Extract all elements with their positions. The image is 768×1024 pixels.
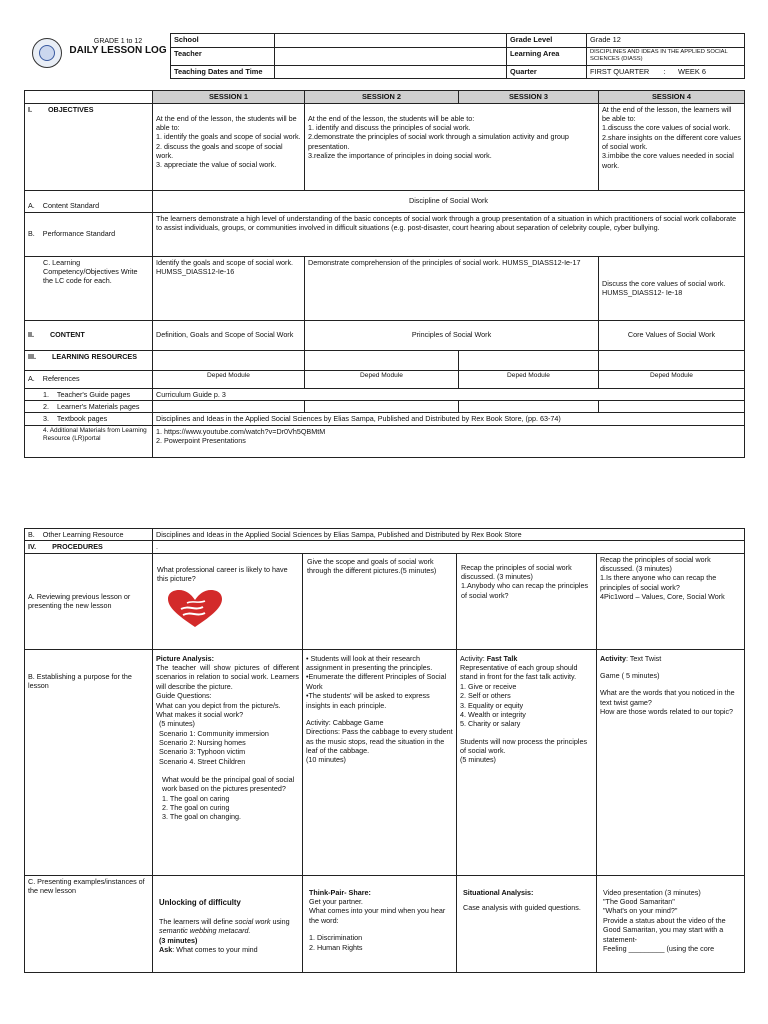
teacher-label: Teacher: [171, 48, 275, 66]
semantic-webbing-term: semantic webbing metacard.: [159, 926, 251, 936]
objectives-s2-line: At the end of the lesson, the students will be able to:: [308, 113, 475, 123]
performance-standard-label: B. Performance Standard: [25, 212, 153, 256]
school-label: School: [171, 34, 275, 48]
performance-standard-value: The learners demonstrate a high level of understanding of the basic concepts of social work through a group presentation of a situation in which practitioners of social work collaborate to assist individuals, groups, or communities involved in difficult situations (e.g. post-disaster, court hearing about separation of celebrity couple, cyber bullying.: [153, 212, 745, 256]
teachers-guide-value: Curriculum Guide p. 3: [153, 388, 745, 400]
powerpoint-item: 2. Powerpoint Presentations: [156, 436, 246, 446]
objectives-s2: [305, 103, 599, 190]
content-row: [25, 320, 745, 350]
purpose-s2: [303, 649, 457, 875]
text-twist-title: : Text Twist: [625, 653, 662, 663]
examples-s3-text: Case analysis with guided questions.: [463, 903, 581, 913]
content-s4: Core Values of Social Work: [599, 320, 745, 350]
examples-s4-line: Video presentation (3 minutes): [603, 887, 701, 897]
grade-range: GRADE 1 to 12: [93, 38, 143, 45]
session-4-header: SESSION 4: [599, 91, 745, 104]
purpose-s3: [457, 649, 597, 875]
procedures-label: IV. PROCEDURES: [25, 541, 153, 553]
fast-talk-heading: [460, 654, 593, 663]
content-s23: Principles of Social Work: [305, 320, 599, 350]
purpose-s2-line: Activity: Cabbage Game: [306, 717, 384, 727]
textbook-value: Disciplines and Ideas in the Applied Social Sciences by Elias Sampa, Published and Distributed by Rex Book Store, (pp. 63-74): [153, 413, 745, 425]
lesson-table-1: [24, 90, 745, 458]
examples-s1-text: [159, 917, 296, 936]
learners-materials-s1: [153, 400, 305, 412]
examples-s1: [153, 875, 303, 972]
purpose-s4-line: What are the words that you noticed in the text twist game?: [600, 688, 735, 707]
content-s1: Definition, Goals and Scope of Social Work: [153, 320, 305, 350]
learning-area-value: DISCIPLINES AND IDEAS IN THE APPLIED SOCIAL SCIENCES (DIASS): [587, 48, 745, 66]
purpose-s1b-line: 1. The goal on caring: [162, 793, 230, 803]
learning-resources-label: III. LEARNING RESOURCES: [25, 350, 153, 370]
purpose-s1-line: Scenario 4. Street Children: [159, 756, 246, 766]
review-s3-line: Recap the principles of social work discussed. (3 minutes): [461, 562, 572, 582]
unlocking-title: Unlocking of difficulty: [159, 897, 241, 907]
youtube-link[interactable]: 1. https://www.youtube.com/watch?v=Dr0Vh5QBMtM: [156, 426, 326, 436]
lr-s4: [599, 350, 745, 370]
objectives-s1: [153, 103, 305, 190]
competency-label: C. Learning Competency/Objectives Write the LC code for each.: [25, 256, 153, 320]
sessions-blank: [25, 91, 153, 104]
think-pair-share-title: Think-Pair- Share:: [309, 887, 371, 897]
examples-s4: [597, 875, 745, 972]
picture-analysis-title: Picture Analysis:: [156, 653, 215, 663]
log-title: [68, 38, 168, 56]
references-s1: Deped Module: [153, 370, 305, 388]
other-resource-row: [25, 529, 745, 541]
purpose-s1-line: What can you depict from the picture/s.: [156, 700, 281, 710]
purpose-s1b-line: What would be the principal goal of social work based on the pictures presented?: [162, 775, 295, 794]
competency-s1: Identify the goals and scope of social work. HUMSS_DIASS12-Ie-16: [153, 256, 305, 320]
purpose-s2-line: • Students will look at their research assignment in presenting the principles.: [306, 653, 433, 673]
objectives-s2-line: 1. identify and discuss the principles of social work.: [308, 122, 471, 132]
using-text: using: [270, 916, 290, 926]
references-row: [25, 370, 745, 388]
purpose-s1-line: (5 minutes): [159, 719, 195, 729]
purpose-s4: [597, 649, 745, 875]
objectives-s1-line: 3. appreciate the value of social work.: [156, 160, 277, 170]
purpose-s1-line: The teacher will show pictures of different scenarios in relation to social work. Learners will describe the picture.: [156, 663, 299, 691]
references-s3: Deped Module: [459, 370, 599, 388]
additional-materials-row: [25, 425, 745, 457]
quarter-value: FIRST QUARTER : WEEK 6: [587, 66, 745, 79]
social-work-term: social work: [234, 916, 271, 926]
purpose-s2-line: •Enumerate the different Principles of Social Work: [306, 672, 447, 691]
objectives-s1-line: 2. discuss the goals and scope of social work.: [156, 141, 283, 161]
performance-standard-row: [25, 212, 745, 256]
examples-s3: [457, 875, 597, 972]
content-label: II. CONTENT: [25, 320, 153, 350]
purpose-s4-spacer: [600, 680, 741, 688]
references-label: A. References: [25, 370, 153, 388]
purpose-s2-line: (10 minutes): [306, 755, 346, 765]
heart-hands-icon: [165, 589, 225, 629]
references-s2: Deped Module: [305, 370, 459, 388]
page-1: [0, 0, 768, 485]
teachers-guide-label: 1. Teacher's Guide pages: [25, 388, 153, 400]
lr-s3: [459, 350, 599, 370]
examples-s1-ask: [159, 945, 296, 954]
review-label: A. Reviewing previous lesson or presenting the new lesson: [25, 553, 153, 649]
competency-s4: Discuss the core values of social work. HUMSS_DIASS12- Ie-18: [599, 256, 745, 320]
dates-label: Teaching Dates and Time: [171, 66, 275, 79]
purpose-s3-line: 1. Give or receive: [460, 681, 517, 691]
purpose-s3-spacer: [460, 729, 593, 737]
purpose-s1: [153, 649, 303, 875]
activity-title: Activity: [600, 653, 626, 663]
fast-talk-title: Fast Talk: [486, 653, 518, 663]
learners-materials-label: 2. Learner's Materials pages: [25, 400, 153, 412]
purpose-s1-line: Scenario 1: Community immersion: [159, 728, 269, 738]
learners-materials-s2: [305, 400, 459, 412]
school-value[interactable]: [275, 34, 507, 48]
grade-level-label: Grade Level: [507, 34, 587, 48]
page-2: [0, 520, 768, 1024]
competency-row: [25, 256, 745, 320]
purpose-s4-line: How are those words related to our topic?: [600, 707, 734, 717]
review-row: [25, 553, 745, 649]
objectives-row: [25, 103, 745, 190]
examples-s4-line: "The Good Samaritan": [603, 897, 675, 907]
purpose-s1b-line: 2. The goal on curing: [162, 803, 230, 813]
define-text: The learners will define: [159, 916, 235, 926]
examples-row: [25, 875, 745, 972]
purpose-label: B. Establishing a purpose for the lesson: [25, 649, 153, 875]
purpose-s2-spacer: [306, 710, 453, 718]
content-standard-value: Discipline of Social Work: [153, 190, 745, 212]
examples-s4-line: Provide a status about the video of the Good Samaritan, you may start with a statement-: [603, 915, 726, 944]
document-title: DAILY LESSON LOG: [69, 45, 167, 56]
review-s3: [457, 553, 597, 649]
other-resource-value: Disciplines and Ideas in the Applied Social Sciences by Elias Sampa, Published and Distributed by Rex Book Store: [153, 529, 745, 541]
purpose-s3-line: 3. Equality or equity: [460, 700, 524, 710]
review-s4-line: 1.Is there anyone who can recap the principles of social work?: [600, 573, 717, 592]
lesson-table-2: [24, 528, 745, 973]
session-1-header: SESSION 1: [153, 91, 305, 104]
purpose-s4-spacer: [600, 663, 741, 671]
examples-s4-line: "What's on your mind?": [603, 906, 678, 916]
purpose-s3-line: (5 minutes): [460, 755, 496, 765]
review-s4-line: Recap the principles of social work discussed. (3 minutes): [600, 554, 711, 574]
teachers-guide-row: [25, 388, 745, 400]
procedures-value: .: [153, 541, 745, 553]
purpose-s4-line: Game ( 5 minutes): [600, 671, 660, 681]
objectives-s2-line: 2.demonstrate the principles of social work through a simulation activity and group presentation.: [308, 132, 569, 151]
purpose-row: [25, 649, 745, 875]
examples-s2-line: What comes into your mind when you hear the word:: [309, 906, 446, 925]
examples-s2-line: 2. Human Rights: [309, 942, 363, 952]
content-standard-label: A. Content Standard: [25, 190, 153, 212]
review-s2: Give the scope and goals of social work through the different pictures.(5 minutes): [303, 553, 457, 649]
purpose-s3-line: 4. Wealth or integrity: [460, 709, 526, 719]
examples-s2-line: 1. Discrimination: [309, 933, 363, 943]
additional-materials-value: [153, 425, 745, 457]
teacher-value[interactable]: [275, 48, 507, 66]
purpose-s3-line: Students will now process the principles of social work.: [460, 736, 588, 755]
learners-materials-s3: [459, 400, 599, 412]
purpose-s1-line: Scenario 3: Typhoon victim: [159, 747, 246, 757]
learning-area-label: Learning Area: [507, 48, 587, 66]
learning-resources-row: [25, 350, 745, 370]
grade-level-value: Grade 12: [587, 34, 745, 48]
objectives-s4-line: 2.share insights on the different core values of social work.: [602, 132, 741, 152]
situational-analysis-title: Situational Analysis:: [463, 887, 534, 897]
competency-s23: Demonstrate comprehension of the principles of social work. HUMSS_DIASS12-Ie-17: [305, 256, 599, 320]
review-s4-line: 4Pic1word – Values, Core, Social Work: [600, 592, 725, 602]
textbook-row: [25, 413, 745, 425]
textbook-label: 3. Textbook pages: [25, 413, 153, 425]
examples-s2-spacer: [309, 925, 450, 933]
purpose-s3-line: Representative of each group should stand in front for the fast talk activity.: [460, 663, 578, 682]
dates-value[interactable]: [275, 66, 507, 79]
lr-s2: [305, 350, 459, 370]
other-resource-label: B. Other Learning Resource: [25, 529, 153, 541]
purpose-s1b-line: 3. The goal on changing.: [162, 812, 241, 822]
objectives-label: I. OBJECTIVES: [25, 103, 153, 190]
references-s4: Deped Module: [599, 370, 745, 388]
purpose-s1-line: Scenario 2: Nursing homes: [159, 737, 246, 747]
objectives-s4-line: At the end of the lesson, the learners will be able to:: [602, 104, 732, 123]
objectives-s1-line: 1. identify the goals and scope of social work.: [156, 132, 301, 142]
purpose-s2-line: •The students' will be asked to express insights in each principle.: [306, 691, 430, 710]
quarter-label: Quarter: [507, 66, 587, 79]
additional-materials-label: 4. Additional Materials from Learning Resource (LR)portal: [25, 425, 153, 457]
examples-s1-minutes: (3 minutes): [159, 935, 198, 945]
review-s4: [597, 553, 745, 649]
purpose-s2-line: Directions: Pass the cabbage to every student as the music stops, read the situation in the leaf of the cabbage.: [306, 727, 453, 755]
sessions-row: [25, 91, 745, 104]
learners-materials-row: [25, 400, 745, 412]
objectives-s1-line: At the end of the lesson, the students will be able to:: [156, 113, 297, 132]
session-2-header: SESSION 2: [305, 91, 459, 104]
purpose-s1-line: What makes it social work?: [156, 709, 244, 719]
header-table: [170, 33, 745, 79]
examples-label: C. Presenting examples/instances of the new lesson: [25, 875, 153, 972]
examples-s2: [303, 875, 457, 972]
purpose-s1-line: Guide Questions:: [156, 691, 212, 701]
activity-prefix: Activity:: [460, 653, 487, 663]
purpose-s3-line: 2. Self or others: [460, 691, 511, 701]
procedures-row: [25, 541, 745, 553]
session-3-header: SESSION 3: [459, 91, 599, 104]
content-standard-row: [25, 190, 745, 212]
text-twist-heading: [600, 654, 741, 663]
review-s1-text: What professional career is likely to have this picture?: [157, 564, 288, 584]
ask-text: : What comes to your mind: [172, 944, 258, 954]
objectives-s4-line: 3.imbibe the core values needed in social work.: [602, 151, 734, 170]
examples-s4-line: Feeling _________ (using the core: [603, 943, 715, 953]
header-row-dates: [171, 66, 745, 79]
review-s1: [153, 553, 303, 649]
review-s3-line: 1.Anybody who can recap the principles of social work?: [461, 581, 589, 600]
examples-s2-line: Get your partner.: [309, 897, 363, 907]
objectives-s4: [599, 103, 745, 190]
objectives-s2-line: 3.realize the importance of principles in doing social work.: [308, 151, 492, 161]
deped-seal-icon: [32, 38, 62, 68]
header-row-school: [171, 34, 745, 48]
purpose-s3-line: 5. Charity or salary: [460, 719, 521, 729]
ask-label: Ask: [159, 944, 173, 954]
learners-materials-s4: [599, 400, 745, 412]
header-row-teacher: [171, 48, 745, 66]
objectives-s4-line: 1.discuss the core values of social work.: [602, 123, 731, 133]
lr-s1: [153, 350, 305, 370]
